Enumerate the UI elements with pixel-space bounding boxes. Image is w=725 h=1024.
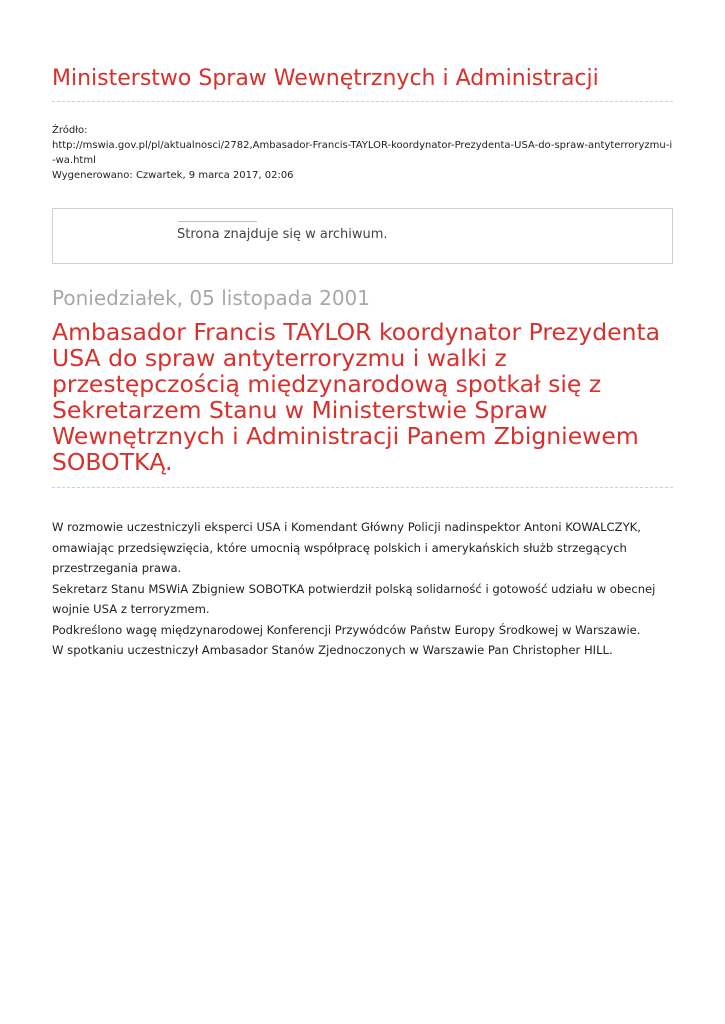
source-url[interactable]: http://mswia.gov.pl/pl/aktualnosci/2782,Ambasador-Francis-TAYLOR-koordynator-Prezydenta-USA-do-spraw-antyterroryzmu-i-wa.html [52, 140, 673, 166]
article-date: Poniedziałek, 05 listopada 2001 [52, 286, 370, 310]
article-body [52, 517, 673, 661]
archive-notice-rule [178, 221, 257, 222]
title-divider [52, 487, 673, 488]
article-paragraph: Sekretarz Stanu MSWiA Zbigniew SOBOTKA potwierdził polską solidarność i gotowość udziału w obecnej wojnie USA z terroryzmem. [52, 581, 656, 616]
article-paragraph: Podkreślono wagę międzynarodowej Konferencji Przywódców Państw Europy Środkowej w Warszawie. [52, 622, 641, 637]
source-label: Źródło: [52, 125, 88, 136]
site-title: Ministerstwo Spraw Wewnętrznych i Administracji [52, 66, 599, 91]
article-paragraph: W rozmowie uczestniczyli eksperci USA i Komendant Główny Policji nadinspektor Antoni KOWALCZYK, omawiając przedsięwzięcia, które umocnią współpracę polskich i amerykańskich służb strzegących przestrzegania prawa. [52, 520, 641, 575]
generated-timestamp: Wygenerowano: Czwartek, 9 marca 2017, 02:06 [52, 170, 294, 181]
article-paragraph: W spotkaniu uczestniczył Ambasador Stanów Zjednoczonych w Warszawie Pan Christopher HILL. [52, 643, 613, 657]
article-title: Ambasador Francis TAYLOR koordynator Prezydenta USA do spraw antyterroryzmu i walki z przestępczością międzynarodową spotkał się z Sekretarzem Stanu w Ministerstwie Spraw Wewnętrznych i Administracji Panem Zbigniewem SOBOTKĄ. [52, 318, 661, 476]
archive-notice-text: Strona znajduje się w archiwum. [177, 227, 388, 242]
source-meta [52, 123, 673, 183]
header-divider [52, 101, 673, 102]
archive-notice-box [52, 208, 673, 264]
